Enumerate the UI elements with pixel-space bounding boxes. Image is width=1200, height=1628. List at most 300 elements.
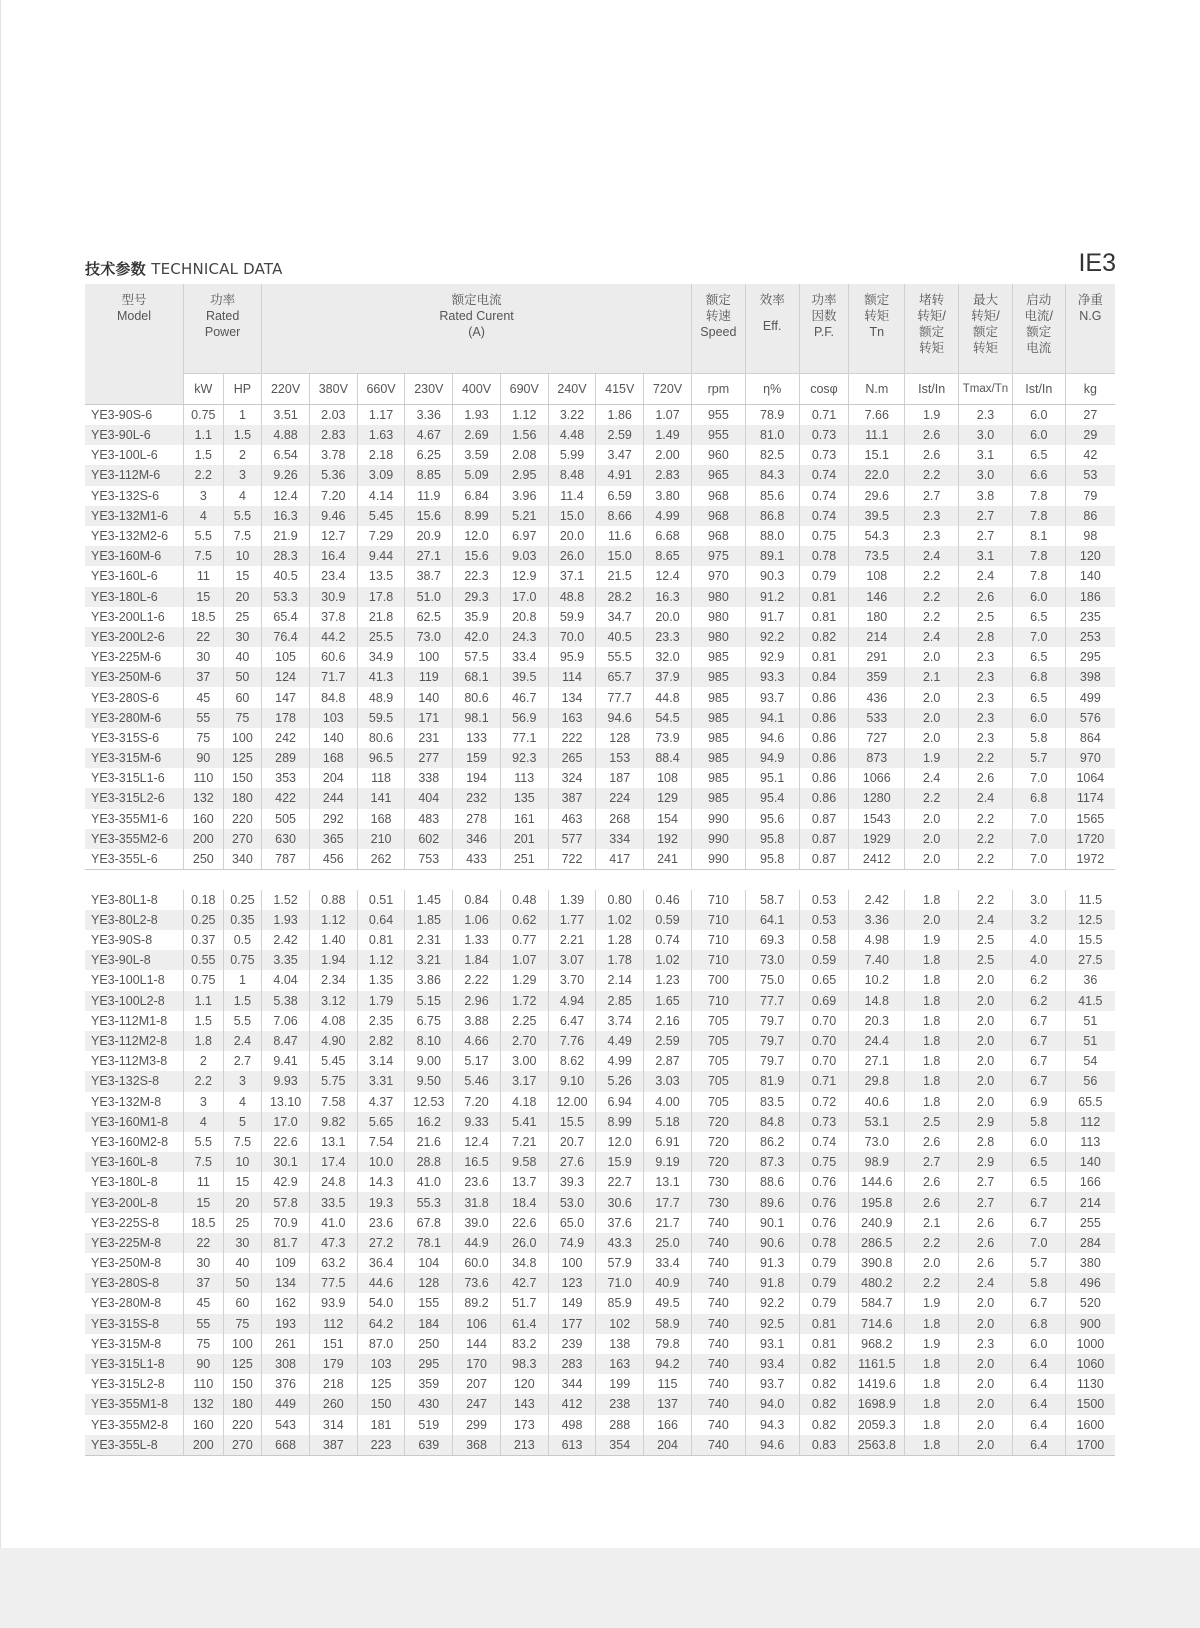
value-cell: 6.7: [1012, 1051, 1065, 1071]
value-cell: 6.5: [1012, 1172, 1065, 1192]
value-cell: 7.0: [1012, 768, 1065, 788]
value-cell: 51: [1065, 1011, 1115, 1031]
value-cell: 0.74: [644, 930, 692, 950]
value-cell: 207: [453, 1374, 501, 1394]
value-cell: 64.2: [357, 1314, 405, 1334]
value-cell: 2.2: [905, 788, 959, 808]
value-cell: 12.00: [548, 1092, 596, 1112]
value-cell: 5.41: [500, 1112, 548, 1132]
value-cell: 0.79: [799, 1253, 849, 1273]
value-cell: 299: [453, 1415, 501, 1435]
value-cell: 48.9: [357, 687, 405, 707]
value-cell: 125: [223, 748, 262, 768]
value-cell: 1.5: [223, 991, 262, 1011]
model-cell: YE3-112M1-8: [91, 1013, 168, 1028]
value-cell: 288: [596, 1415, 644, 1435]
value-cell: 132: [184, 788, 224, 808]
value-cell: 46.7: [500, 687, 548, 707]
value-cell: 17.7: [644, 1192, 692, 1212]
value-cell: 15: [184, 587, 224, 607]
value-cell: 2.9: [959, 1152, 1013, 1172]
value-cell: 1.8: [905, 1031, 959, 1051]
value-cell: 1.8: [905, 1051, 959, 1071]
value-cell: 84.8: [309, 687, 357, 707]
value-cell: 0.81: [799, 647, 849, 667]
value-cell: 2.16: [644, 1011, 692, 1031]
value-cell: 92.2: [745, 627, 799, 647]
value-cell: 161: [500, 809, 548, 829]
value-cell: 180: [223, 788, 262, 808]
value-cell: 0.83: [799, 1435, 849, 1456]
value-cell: 192: [644, 829, 692, 849]
value-cell: 505: [262, 809, 310, 829]
value-cell: 23.3: [644, 627, 692, 647]
model-cell: YE3-315L2-8: [91, 1377, 165, 1392]
value-cell: 27.2: [357, 1233, 405, 1253]
value-cell: 985: [691, 728, 745, 748]
value-cell: 103: [357, 1354, 405, 1374]
value-cell: 2.0: [905, 708, 959, 728]
value-cell: 740: [691, 1374, 745, 1394]
value-cell: 7.20: [453, 1092, 501, 1112]
value-cell: 7.8: [1012, 506, 1065, 526]
table-row: [85, 1172, 1115, 1192]
value-cell: 2.7: [959, 506, 1013, 526]
value-cell: 6.5: [1012, 647, 1065, 667]
value-cell: 7.5: [223, 1132, 262, 1152]
technical-data-table: [85, 284, 1115, 1456]
value-cell: 84.8: [745, 1112, 799, 1132]
value-cell: 123: [548, 1273, 596, 1293]
value-cell: 106: [453, 1314, 501, 1334]
value-cell: 180: [223, 1394, 262, 1414]
value-cell: 2.2: [184, 465, 224, 485]
value-cell: 990: [691, 809, 745, 829]
value-cell: 193: [262, 1314, 310, 1334]
value-cell: 1.9: [905, 1293, 959, 1313]
unit-cell: Tmax/Tn: [959, 374, 1013, 405]
value-cell: 368: [453, 1435, 501, 1456]
value-cell: 1.33: [453, 930, 501, 950]
value-cell: 55.3: [405, 1192, 453, 1212]
value-cell: 30.9: [309, 587, 357, 607]
value-cell: 22.0: [849, 465, 905, 485]
value-cell: 277: [405, 748, 453, 768]
table-row: [85, 1031, 1115, 1051]
value-cell: 985: [691, 748, 745, 768]
value-cell: 1.93: [262, 910, 310, 930]
value-cell: 88.4: [644, 748, 692, 768]
value-cell: 53.3: [262, 587, 310, 607]
value-cell: 7.21: [500, 1132, 548, 1152]
value-cell: 295: [405, 1354, 453, 1374]
value-cell: 1.63: [357, 425, 405, 445]
value-cell: 980: [691, 607, 745, 627]
model-cell: YE3-315M-6: [85, 748, 184, 768]
value-cell: 4.90: [309, 1031, 357, 1051]
value-cell: 2.5: [959, 950, 1013, 970]
value-cell: 0.37: [184, 930, 224, 950]
table-row: [85, 930, 1115, 950]
value-cell: 970: [1065, 748, 1115, 768]
value-cell: 2.9: [959, 1112, 1013, 1132]
value-cell: 980: [691, 627, 745, 647]
value-cell: 220: [223, 809, 262, 829]
value-cell: 2.0: [959, 1051, 1013, 1071]
value-cell: 5.5: [184, 1132, 224, 1152]
value-cell: 365: [309, 829, 357, 849]
value-cell: 270: [223, 829, 262, 849]
value-cell: 6.7: [1012, 1213, 1065, 1233]
value-cell: 27.1: [849, 1051, 905, 1071]
value-cell: 0.73: [799, 1112, 849, 1132]
value-cell: 61.4: [500, 1314, 548, 1334]
value-cell: 255: [1065, 1213, 1115, 1233]
value-cell: 6.0: [1012, 587, 1065, 607]
value-cell: 2.95: [500, 465, 548, 485]
value-cell: 150: [357, 1394, 405, 1414]
value-cell: 4.98: [849, 930, 905, 950]
value-cell: 6.4: [1012, 1415, 1065, 1435]
value-cell: 168: [309, 748, 357, 768]
value-cell: 2.3: [959, 1334, 1013, 1354]
value-cell: 6.68: [644, 526, 692, 546]
value-cell: 1.02: [644, 950, 692, 970]
value-cell: 1.9: [905, 1334, 959, 1354]
value-cell: 0.81: [357, 930, 405, 950]
value-cell: 5.17: [453, 1051, 501, 1071]
value-cell: 0.76: [799, 1172, 849, 1192]
value-cell: 0.70: [799, 1031, 849, 1051]
model-cell: YE3-132S-6: [91, 488, 160, 503]
value-cell: 346: [453, 829, 501, 849]
value-cell: 278: [453, 809, 501, 829]
value-cell: 12.4: [453, 1132, 501, 1152]
value-cell: 1972: [1065, 849, 1115, 870]
value-cell: 173: [500, 1415, 548, 1435]
value-cell: 720: [691, 1132, 745, 1152]
value-cell: 2.6: [959, 1233, 1013, 1253]
value-cell: 51: [1065, 1031, 1115, 1051]
value-cell: 53.0: [548, 1192, 596, 1212]
value-cell: 8.65: [644, 546, 692, 566]
value-cell: 89.2: [453, 1293, 501, 1313]
model-cell: YE3-250M-6: [85, 667, 184, 687]
value-cell: 422: [262, 788, 310, 808]
value-cell: 0.58: [799, 930, 849, 950]
value-cell: 2.6: [959, 587, 1013, 607]
value-cell: 2: [184, 1051, 224, 1071]
value-cell: 163: [596, 1354, 644, 1374]
value-cell: 576: [1065, 708, 1115, 728]
model-cell: YE3-160M-6: [85, 546, 184, 566]
value-cell: 95.8: [745, 849, 799, 870]
value-cell: 3.1: [959, 445, 1013, 465]
value-cell: 22.6: [500, 1213, 548, 1233]
value-cell: 45: [184, 687, 224, 707]
value-cell: 93.9: [309, 1293, 357, 1313]
value-cell: 1.8: [184, 1031, 224, 1051]
value-cell: 4.48: [548, 425, 596, 445]
value-cell: 6.4: [1012, 1354, 1065, 1374]
value-cell: 2.59: [596, 425, 644, 445]
value-cell: 1.35: [357, 970, 405, 990]
table-row: [85, 587, 1115, 607]
value-cell: 16.2: [405, 1112, 453, 1132]
value-cell: 90.6: [745, 1233, 799, 1253]
value-cell: 118: [357, 768, 405, 788]
value-cell: 94.6: [745, 728, 799, 748]
value-cell: 314: [309, 1415, 357, 1435]
value-cell: 103: [309, 708, 357, 728]
header-row-titles: [85, 284, 1115, 374]
value-cell: 0.78: [799, 546, 849, 566]
model-cell: YE3-315L1-6: [91, 771, 165, 786]
value-cell: 47.3: [309, 1233, 357, 1253]
model-cell: YE3-112M-6: [85, 465, 184, 485]
table-row: [85, 910, 1115, 930]
value-cell: 1.8: [905, 890, 959, 910]
value-cell: 27: [1065, 405, 1115, 426]
value-cell: 251: [500, 849, 548, 870]
value-cell: 1066: [849, 768, 905, 788]
value-cell: 412: [548, 1394, 596, 1414]
value-cell: 0.87: [799, 809, 849, 829]
value-cell: 985: [691, 687, 745, 707]
value-cell: 223: [357, 1435, 405, 1456]
value-cell: 2.7: [905, 486, 959, 506]
value-cell: 40.5: [262, 566, 310, 586]
value-cell: 13.1: [309, 1132, 357, 1152]
value-cell: 0.48: [500, 890, 548, 910]
value-cell: 73.6: [453, 1273, 501, 1293]
value-cell: 16.4: [309, 546, 357, 566]
value-cell: 2.42: [262, 930, 310, 950]
value-cell: 324: [548, 768, 596, 788]
table-row: [85, 1415, 1115, 1435]
value-cell: 7.0: [1012, 627, 1065, 647]
value-cell: 1.9: [905, 405, 959, 426]
value-cell: 7.54: [357, 1132, 405, 1152]
model-cell: YE3-100L1-8: [91, 973, 165, 988]
value-cell: 250: [184, 849, 224, 870]
value-cell: 98: [1065, 526, 1115, 546]
value-cell: 17.4: [309, 1152, 357, 1172]
value-cell: 0.80: [596, 890, 644, 910]
value-cell: 1.84: [453, 950, 501, 970]
model-cell: YE3-132M-8: [91, 1094, 162, 1109]
value-cell: 965: [691, 465, 745, 485]
value-cell: 8.62: [548, 1051, 596, 1071]
value-cell: 30: [223, 1233, 262, 1253]
section-gap: [85, 869, 1115, 889]
model-cell: YE3-225M-8: [85, 1233, 184, 1253]
value-cell: 0.79: [799, 566, 849, 586]
value-cell: 740: [691, 1253, 745, 1273]
page-bottom-margin: [0, 1548, 1200, 1628]
value-cell: 2.6: [905, 1132, 959, 1152]
value-cell: 16.5: [453, 1152, 501, 1172]
value-cell: 4.66: [453, 1031, 501, 1051]
value-cell: 6.7: [1012, 1031, 1065, 1051]
value-cell: 1.93: [453, 405, 501, 426]
value-cell: 30.6: [596, 1192, 644, 1212]
value-cell: 0.75: [799, 1152, 849, 1172]
value-cell: 110: [184, 1374, 224, 1394]
value-cell: 787: [262, 849, 310, 870]
value-cell: 0.46: [644, 890, 692, 910]
value-cell: 433: [453, 849, 501, 870]
value-cell: 1.8: [905, 970, 959, 990]
value-cell: 639: [405, 1435, 453, 1456]
value-cell: 6.0: [1012, 425, 1065, 445]
value-cell: 1.86: [596, 405, 644, 426]
table-row: [85, 1374, 1115, 1394]
value-cell: 10.0: [357, 1152, 405, 1172]
value-cell: 36.4: [357, 1253, 405, 1273]
value-cell: 70.0: [548, 627, 596, 647]
value-cell: 2.18: [357, 445, 405, 465]
table-row: [85, 1354, 1115, 1374]
value-cell: 2.0: [959, 1435, 1013, 1456]
value-cell: 1600: [1065, 1415, 1115, 1435]
value-cell: 1280: [849, 788, 905, 808]
value-cell: 40.5: [596, 627, 644, 647]
value-cell: 1.8: [905, 1092, 959, 1112]
unit-cell: 690V: [500, 374, 548, 405]
value-cell: 95.4: [745, 788, 799, 808]
value-cell: 65.0: [548, 1213, 596, 1233]
table-row: [85, 748, 1115, 768]
value-cell: 90: [184, 1354, 224, 1374]
value-cell: 2.7: [223, 1051, 262, 1071]
value-cell: 112: [1065, 1112, 1115, 1132]
value-cell: 3.0: [1012, 890, 1065, 910]
value-cell: 1060: [1065, 1354, 1115, 1374]
value-cell: 18.5: [184, 1213, 224, 1233]
value-cell: 81.7: [262, 1233, 310, 1253]
value-cell: 5.5: [223, 506, 262, 526]
value-cell: 41.0: [309, 1213, 357, 1233]
value-cell: 187: [596, 768, 644, 788]
value-cell: 55.5: [596, 647, 644, 667]
value-cell: 160: [184, 1415, 224, 1435]
value-cell: 498: [548, 1415, 596, 1435]
value-cell: 159: [453, 748, 501, 768]
value-cell: 2.7: [959, 526, 1013, 546]
value-cell: 75: [184, 1334, 224, 1354]
value-cell: 17.0: [500, 587, 548, 607]
value-cell: 417: [596, 849, 644, 870]
value-cell: 43.3: [596, 1233, 644, 1253]
value-cell: 78.9: [745, 405, 799, 426]
unit-cell: 220V: [262, 374, 310, 405]
value-cell: 224: [596, 788, 644, 808]
model-cell: YE3-112M3-8: [91, 1054, 168, 1069]
value-cell: 2.0: [959, 1374, 1013, 1394]
value-cell: 2.2: [905, 587, 959, 607]
value-cell: 8.99: [596, 1112, 644, 1132]
value-cell: 359: [405, 1374, 453, 1394]
value-cell: 1.85: [405, 910, 453, 930]
unit-cell: 380V: [309, 374, 357, 405]
value-cell: 74.9: [548, 1233, 596, 1253]
value-cell: 398: [1065, 667, 1115, 687]
value-cell: 13.5: [357, 566, 405, 586]
value-cell: 985: [691, 667, 745, 687]
value-cell: 239: [548, 1334, 596, 1354]
value-cell: 75: [223, 1314, 262, 1334]
value-cell: 150: [223, 768, 262, 788]
value-cell: 0.82: [799, 1374, 849, 1394]
value-cell: 240.9: [849, 1213, 905, 1233]
value-cell: 2.21: [548, 930, 596, 950]
value-cell: 171: [405, 708, 453, 728]
value-cell: 0.86: [799, 748, 849, 768]
value-cell: 6.2: [1012, 970, 1065, 990]
value-cell: 2.4: [223, 1031, 262, 1051]
value-cell: 88.6: [745, 1172, 799, 1192]
value-cell: 15: [184, 1192, 224, 1212]
value-cell: 95.6: [745, 809, 799, 829]
value-cell: 40: [223, 647, 262, 667]
value-cell: 4.49: [596, 1031, 644, 1051]
value-cell: 3: [223, 1071, 262, 1091]
value-cell: 404: [405, 788, 453, 808]
value-cell: 67.8: [405, 1213, 453, 1233]
value-cell: 2.59: [644, 1031, 692, 1051]
value-cell: 2563.8: [849, 1435, 905, 1456]
value-cell: 65.5: [1065, 1092, 1115, 1112]
table-row: [85, 1112, 1115, 1132]
value-cell: 87.3: [745, 1152, 799, 1172]
value-cell: 2.08: [500, 445, 548, 465]
value-cell: 8.10: [405, 1031, 453, 1051]
value-cell: 95.8: [745, 829, 799, 849]
value-cell: 93.1: [745, 1334, 799, 1354]
value-cell: 151: [309, 1334, 357, 1354]
value-cell: 89.1: [745, 546, 799, 566]
value-cell: 6.7: [1012, 1192, 1065, 1212]
value-cell: 9.10: [548, 1071, 596, 1091]
value-cell: 2.2: [905, 1273, 959, 1293]
value-cell: 3.22: [548, 405, 596, 426]
value-cell: 3.17: [500, 1071, 548, 1091]
value-cell: 60: [223, 1293, 262, 1313]
value-cell: 6.91: [644, 1132, 692, 1152]
value-cell: 30: [223, 627, 262, 647]
title-en: TECHNICAL DATA: [151, 260, 283, 278]
value-cell: 23.6: [357, 1213, 405, 1233]
value-cell: 3.78: [309, 445, 357, 465]
value-cell: 4.0: [1012, 930, 1065, 950]
model-cell: YE3-280S-6: [91, 690, 160, 705]
value-cell: 1565: [1065, 809, 1115, 829]
value-cell: 2.3: [959, 708, 1013, 728]
value-cell: 150: [223, 1374, 262, 1394]
unit-cell: Ist/In: [905, 374, 959, 405]
value-cell: 2.03: [309, 405, 357, 426]
value-cell: 380: [1065, 1253, 1115, 1273]
value-cell: 8.85: [405, 465, 453, 485]
value-cell: 1.29: [500, 970, 548, 990]
value-cell: 436: [849, 687, 905, 707]
value-cell: 2.2: [905, 607, 959, 627]
value-cell: 65.7: [596, 667, 644, 687]
eight-pole-section: [85, 890, 1115, 1456]
value-cell: 2.2: [905, 465, 959, 485]
value-cell: 705: [691, 1071, 745, 1091]
